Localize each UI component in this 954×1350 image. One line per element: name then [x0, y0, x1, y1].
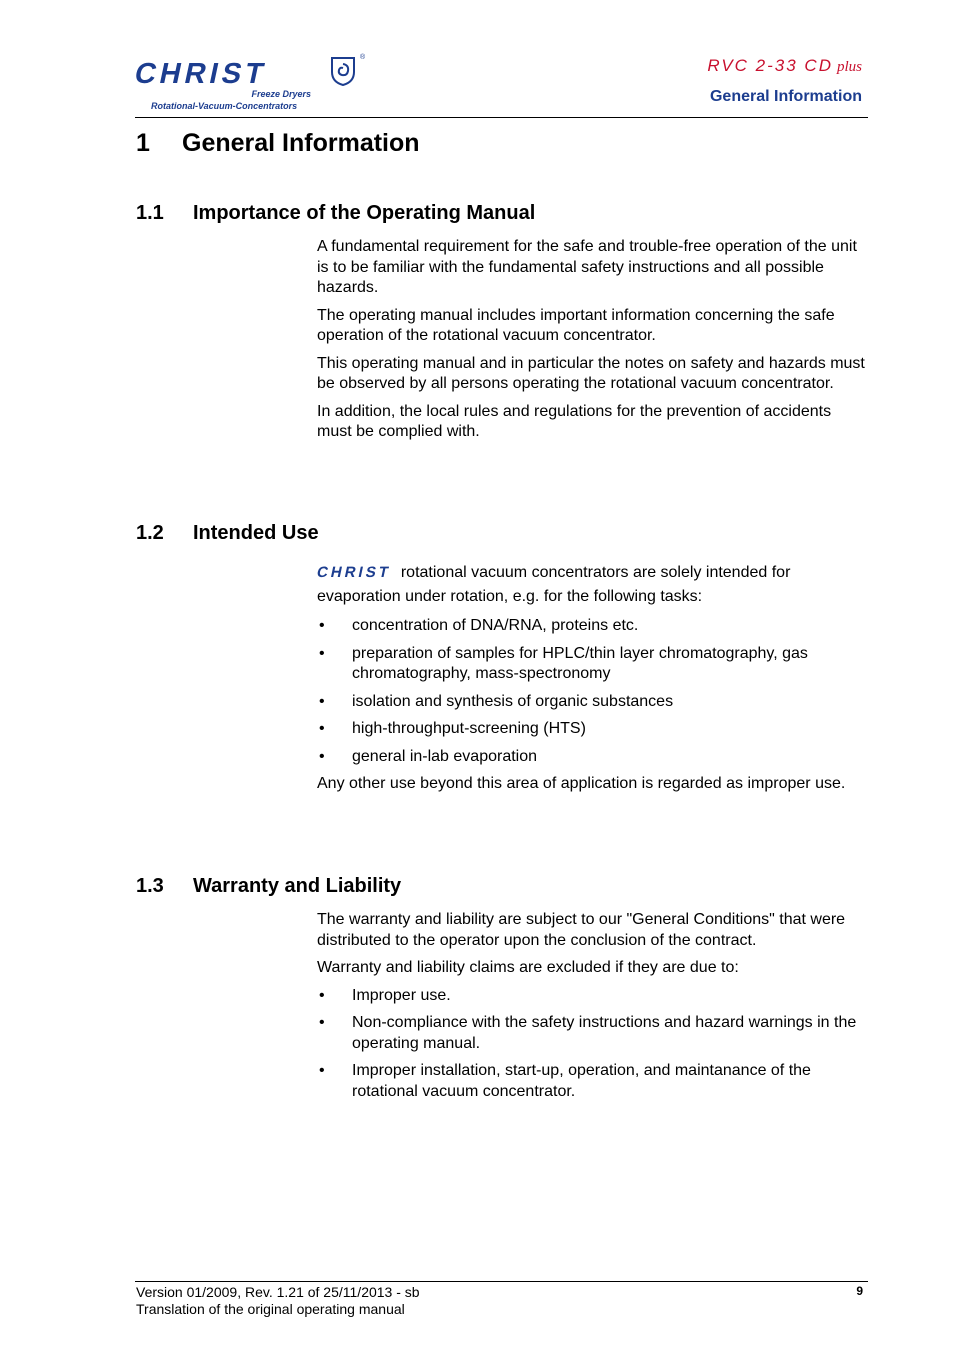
- footer-translation-note: Translation of the original operating manual: [136, 1301, 405, 1317]
- bullet: •: [319, 720, 325, 737]
- list-item: [317, 986, 865, 1007]
- liability-exclusions-list: [317, 986, 865, 1103]
- christ-logo: [131, 52, 367, 112]
- list-item-text: general in-lab evaporation: [352, 747, 538, 765]
- section-heading-1-2: [136, 522, 319, 545]
- bullet: •: [319, 617, 325, 634]
- paragraph: This operating manual and in particular the notes on safety and hazards must be observed by all persons operating the rotational vacuum concentrator.: [317, 354, 865, 392]
- bullet: •: [319, 1014, 325, 1031]
- list-item: [317, 719, 865, 740]
- chapter-heading: [136, 129, 420, 158]
- section-1-2-body: [317, 561, 865, 802]
- intended-use-list: [317, 616, 865, 767]
- footer-version: Version 01/2009, Rev. 1.21 of 25/11/2013 - sb: [136, 1284, 420, 1300]
- section-number: 1.2: [136, 522, 164, 544]
- paragraph: In addition, the local rules and regulations for the prevention of accidents must be complied with.: [317, 402, 832, 440]
- model-name: [707, 56, 862, 76]
- logo-subtitle-freeze-dryers: Freeze Dryers: [251, 89, 311, 99]
- section-1-3-body: [317, 910, 865, 1109]
- christ-inline-logo: CHRIST: [315, 564, 393, 581]
- list-item-text: isolation and synthesis of organic substances: [352, 692, 674, 710]
- list-item-text: Improper use.: [352, 986, 451, 1004]
- list-item-text: concentration of DNA/RNA, proteins etc.: [352, 617, 639, 634]
- list-item-text: Improper installation, start-up, operation, and maintanance of the rotational vacuum concentrator.: [352, 1062, 811, 1100]
- registered-mark: ®: [360, 54, 366, 61]
- list-item: [317, 692, 865, 713]
- list-item: [317, 644, 865, 685]
- paragraph: A fundamental requirement for the safe and trouble-free operation of the unit is to be familiar with the fundamental safety instructions and all possible hazards.: [317, 238, 857, 296]
- bullet: •: [319, 692, 325, 710]
- bullet: •: [319, 1062, 325, 1079]
- list-item-text: Non-compliance with the safety instructions and hazard warnings in the operating manual.: [352, 1014, 857, 1052]
- logo-subtitle-concentrators: Rotational-Vacuum-Concentrators: [151, 101, 298, 111]
- list-item: [317, 747, 865, 768]
- chapter-number: 1: [136, 129, 150, 157]
- section-number: 1.3: [136, 875, 164, 897]
- list-item: [317, 1013, 865, 1054]
- paragraph: The warranty and liability are subject to our "General Conditions" that were distributed to the operator upon the conclusion of the contract.: [317, 911, 846, 949]
- paragraph: Warranty and liability claims are excluded if they are due to:: [317, 959, 739, 976]
- list-item: [317, 1061, 865, 1102]
- header-section-title: General Information: [709, 88, 862, 105]
- chapter-title: General Information: [182, 129, 420, 157]
- paragraph: Any other use beyond this area of application is regarded as improper use.: [317, 775, 846, 792]
- header-divider: [135, 117, 868, 118]
- model-plus: plus: [836, 59, 862, 75]
- bullet: •: [319, 986, 325, 1004]
- section-title: Warranty and Liability: [193, 875, 402, 897]
- section-title: Importance of the Operating Manual: [193, 202, 536, 224]
- list-item-text: high-throughput-screening (HTS): [352, 720, 586, 737]
- section-title: Intended Use: [193, 522, 319, 544]
- footer-text: [136, 1284, 420, 1318]
- bullet: •: [319, 747, 325, 765]
- list-item-text: preparation of samples for HPLC/thin layer chromatography, gas chromatography, mass-spectronomy: [352, 644, 808, 682]
- page-number: 9: [856, 1284, 863, 1298]
- section-1-1-body: [317, 237, 865, 450]
- logo-wordmark: CHRIST: [131, 58, 271, 90]
- paragraph: The operating manual includes important information concerning the safe operation of the rotational vacuum concentrator.: [317, 306, 835, 344]
- section-heading-1-1: [136, 202, 535, 225]
- model-code: RVC 2-33 CD: [707, 56, 833, 75]
- section-number: 1.1: [136, 202, 164, 224]
- swirl-emblem-icon: [330, 56, 356, 86]
- footer-divider: [135, 1281, 868, 1282]
- paragraph: [317, 561, 865, 609]
- bullet: •: [319, 644, 325, 662]
- section-heading-1-3: [136, 875, 401, 898]
- list-item: [317, 616, 865, 637]
- intended-use-intro: rotational vacuum concentrators are solely intended for evaporation under rotation, e.g. for the following tasks:: [317, 564, 791, 605]
